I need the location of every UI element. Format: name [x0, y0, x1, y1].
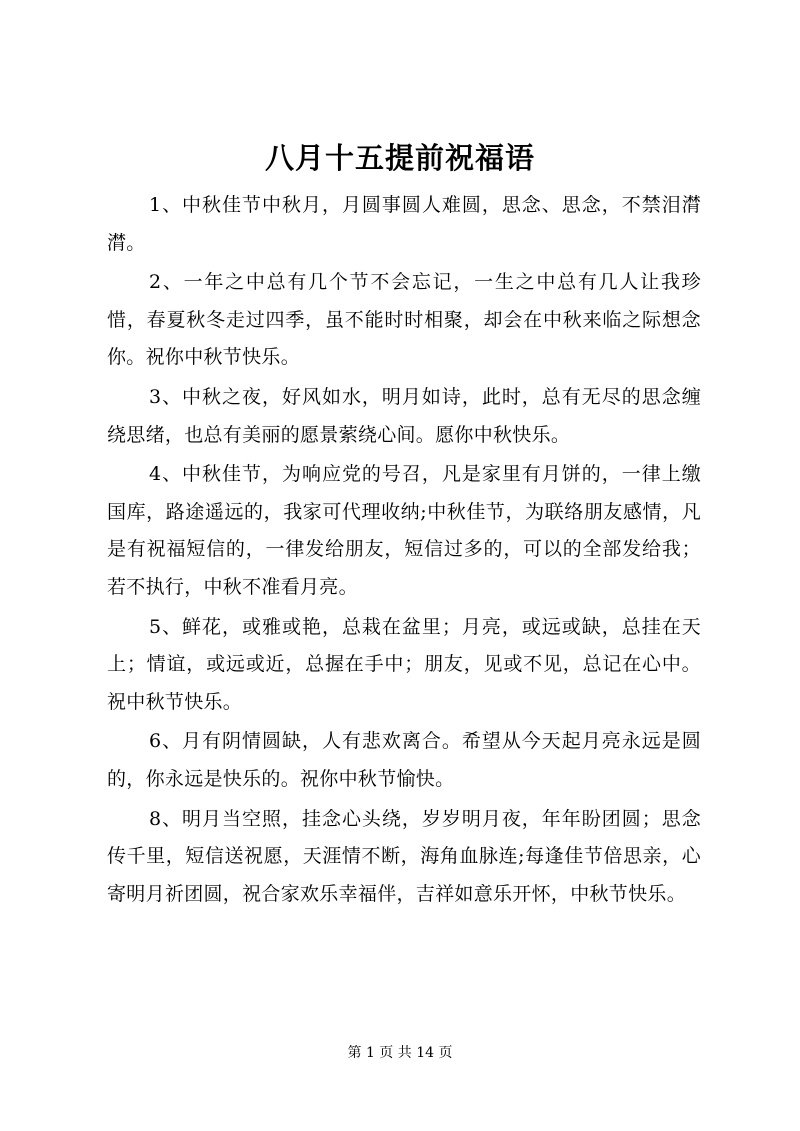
document-body — [107, 187, 701, 915]
paragraph-5: 5、鲜花，或雅或艳，总栽在盆里；月亮，或远或缺，总挂在天上；情谊，或远或近，总握在手中；朋友，见或不见，总记在心中。祝中秋节快乐。 — [107, 615, 701, 713]
paragraph-6: 6、月有阴情圆缺，人有悲欢离合。希望从今天起月亮永远是圆的，你永远是快乐的。祝你中秋节愉快。 — [107, 730, 701, 790]
page-footer: 第 1 页 共 14 页 — [347, 1045, 453, 1061]
paragraph-1: 1、中秋佳节中秋月，月圆事圆人难圆，思念、思念，不禁泪潸潸。 — [107, 194, 701, 254]
paragraph-4: 4、中秋佳节，为响应党的号召，凡是家里有月饼的，一律上缴国库，路途遥远的，我家可代理收纳;中秋佳节，为联络朋友感情，凡是有祝福短信的，一律发给朋友，短信过多的，可以的全部发给我；若不执行，中秋不准看月亮。 — [107, 463, 701, 598]
document-title: 八月十五提前祝福语 — [264, 141, 535, 175]
paragraph-8: 8、明月当空照，挂念心头绕，岁岁明月夜，年年盼团圆；思念传千里，短信送祝愿，天涯情不断，海角血脉连;每逢佳节倍思亲，心寄明月祈团圆，祝合家欢乐幸福伴，吉祥如意乐开怀，中秋节快乐。 — [107, 807, 701, 905]
paragraph-3: 3、中秋之夜，好风如水，明月如诗，此时，总有无尽的思念缠绕思绪，也总有美丽的愿景萦绕心间。愿你中秋快乐。 — [107, 385, 701, 446]
paragraph-2: 2、一年之中总有几个节不会忘记，一生之中总有几人让我珍惜，春夏秋冬走过四季，虽不能时时相聚，却会在中秋来临之际想念你。祝你中秋节快乐。 — [107, 271, 701, 369]
